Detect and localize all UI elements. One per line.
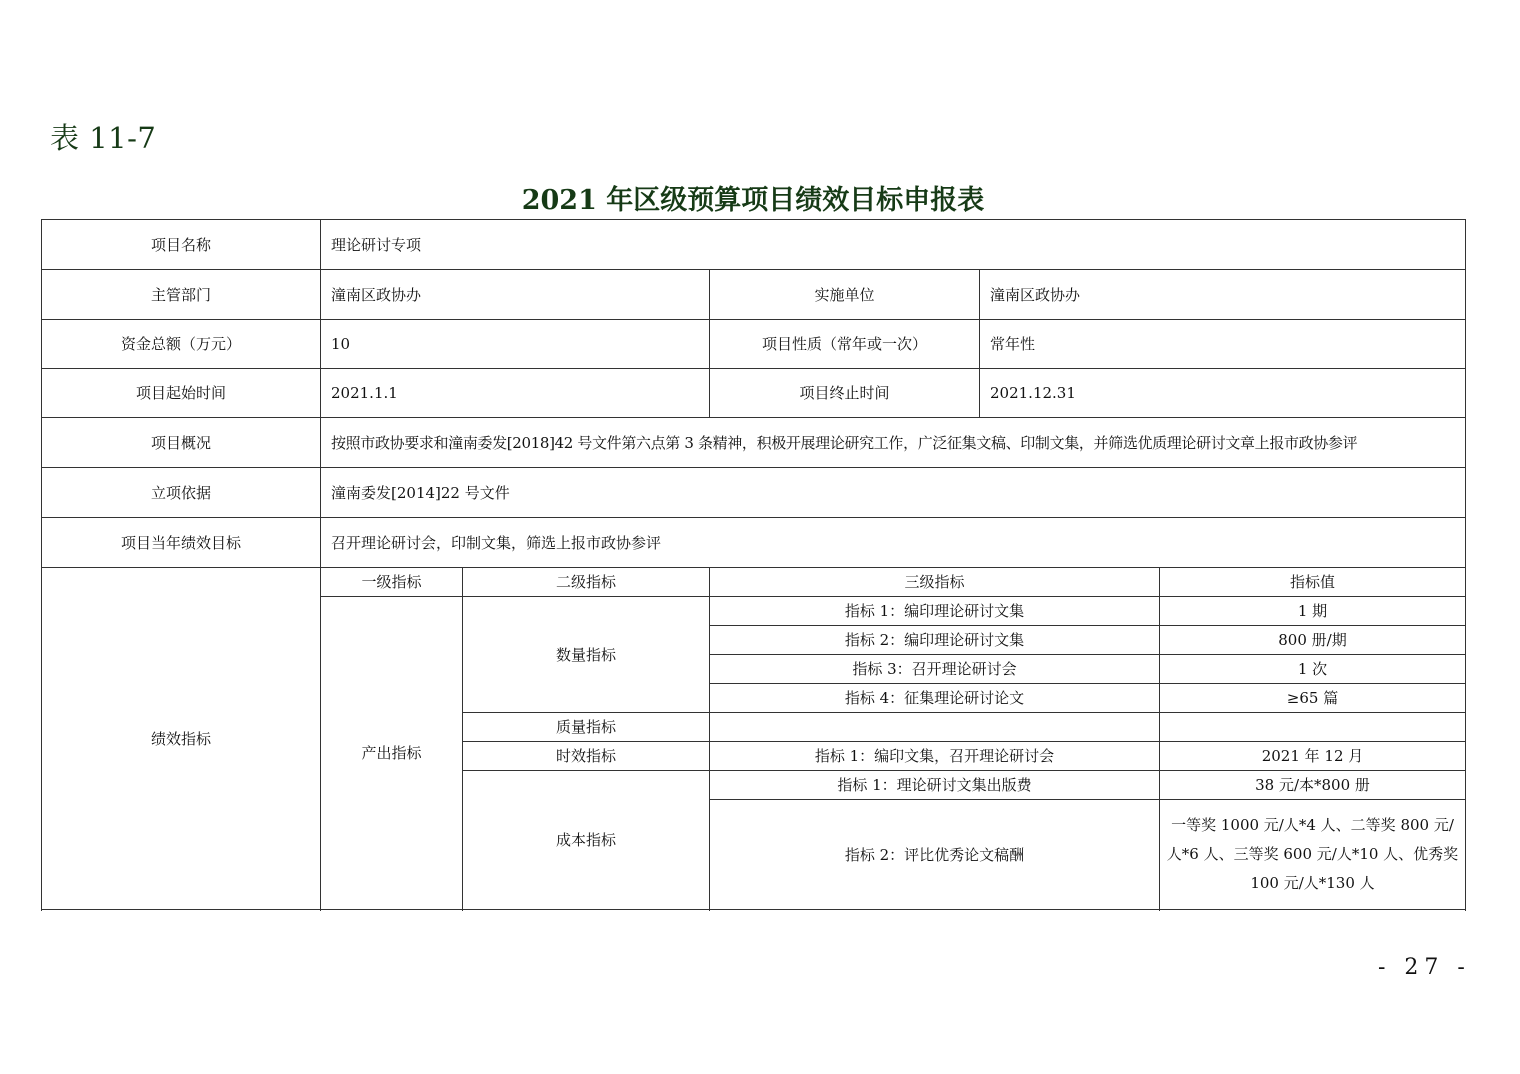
header-value: 指标值 xyxy=(1160,568,1466,597)
table-row xyxy=(42,468,1466,518)
table-row xyxy=(42,568,1466,597)
dept-label: 主管部门 xyxy=(42,270,321,320)
funds-label: 资金总额（万元） xyxy=(42,320,321,369)
timeliness-indicator-label: 时效指标 xyxy=(463,742,710,771)
unit-value: 潼南区政协办 xyxy=(980,270,1466,320)
table-row xyxy=(42,518,1466,568)
quantity-item-value: ≥65 篇 xyxy=(1160,684,1466,713)
table-number-label: 表 11-7 xyxy=(50,121,157,155)
project-name-value: 理论研讨专项 xyxy=(321,220,1466,270)
basis-label: 立项依据 xyxy=(42,468,321,518)
quality-item-name xyxy=(710,713,1160,742)
dept-value: 潼南区政协办 xyxy=(321,270,710,320)
indicators-label: 绩效指标 xyxy=(42,568,321,910)
overview-value: 按照市政协要求和潼南委发[2018]42 号文件第六点第 3 条精神，积极开展理论研究工作，广泛征集文稿、印制文集，并筛选优质理论研讨文章上报市政协参评 xyxy=(321,418,1466,468)
timeliness-item-name: 指标 1：编印文集，召开理论研讨会 xyxy=(710,742,1160,771)
cost-item-name: 指标 2：评比优秀论文稿酬 xyxy=(710,800,1160,910)
project-name-label: 项目名称 xyxy=(42,220,321,270)
output-indicator-label: 产出指标 xyxy=(321,597,463,910)
quantity-item-name: 指标 2：编印理论研讨文集 xyxy=(710,626,1160,655)
table-row xyxy=(42,320,1466,369)
end-time-label: 项目终止时间 xyxy=(710,369,980,418)
table-row xyxy=(42,220,1466,270)
funds-value: 10 xyxy=(321,320,710,369)
quality-indicator-label: 质量指标 xyxy=(463,713,710,742)
page-number: - 27 - xyxy=(1378,955,1471,980)
header-level2: 二级指标 xyxy=(463,568,710,597)
header-level3: 三级指标 xyxy=(710,568,1160,597)
quantity-item-name: 指标 4：征集理论研讨论文 xyxy=(710,684,1160,713)
cost-item-name: 指标 1：理论研讨文集出版费 xyxy=(710,771,1160,800)
overview-label: 项目概况 xyxy=(42,418,321,468)
goal-value: 召开理论研讨会，印制文集，筛选上报市政协参评 xyxy=(321,518,1466,568)
start-time-label: 项目起始时间 xyxy=(42,369,321,418)
quantity-item-name: 指标 3：召开理论研讨会 xyxy=(710,655,1160,684)
nature-label: 项目性质（常年或一次） xyxy=(710,320,980,369)
table-row xyxy=(42,418,1466,468)
quantity-item-value: 1 期 xyxy=(1160,597,1466,626)
performance-target-table xyxy=(41,219,1466,910)
goal-label: 项目当年绩效目标 xyxy=(42,518,321,568)
timeliness-item-value: 2021 年 12 月 xyxy=(1160,742,1466,771)
quantity-item-value: 800 册/期 xyxy=(1160,626,1466,655)
start-time-value: 2021.1.1 xyxy=(321,369,710,418)
table-row xyxy=(42,270,1466,320)
nature-value: 常年性 xyxy=(980,320,1466,369)
header-level1: 一级指标 xyxy=(321,568,463,597)
cost-indicator-label: 成本指标 xyxy=(463,771,710,910)
quantity-item-value: 1 次 xyxy=(1160,655,1466,684)
table-row xyxy=(42,369,1466,418)
unit-label: 实施单位 xyxy=(710,270,980,320)
quality-item-value xyxy=(1160,713,1466,742)
document-title: 2021 年区级预算项目绩效目标申报表 xyxy=(521,185,985,216)
basis-value: 潼南委发[2014]22 号文件 xyxy=(321,468,1466,518)
quantity-item-name: 指标 1：编印理论研讨文集 xyxy=(710,597,1160,626)
cost-item-value: 38 元/本*800 册 xyxy=(1160,771,1466,800)
quantity-indicator-label: 数量指标 xyxy=(463,597,710,713)
cost-item-value: 一等奖 1000 元/人*4 人、二等奖 800 元/人*6 人、三等奖 600 元/人*10 人、优秀奖 100 元/人*130 人 xyxy=(1160,800,1466,910)
end-time-value: 2021.12.31 xyxy=(980,369,1466,418)
